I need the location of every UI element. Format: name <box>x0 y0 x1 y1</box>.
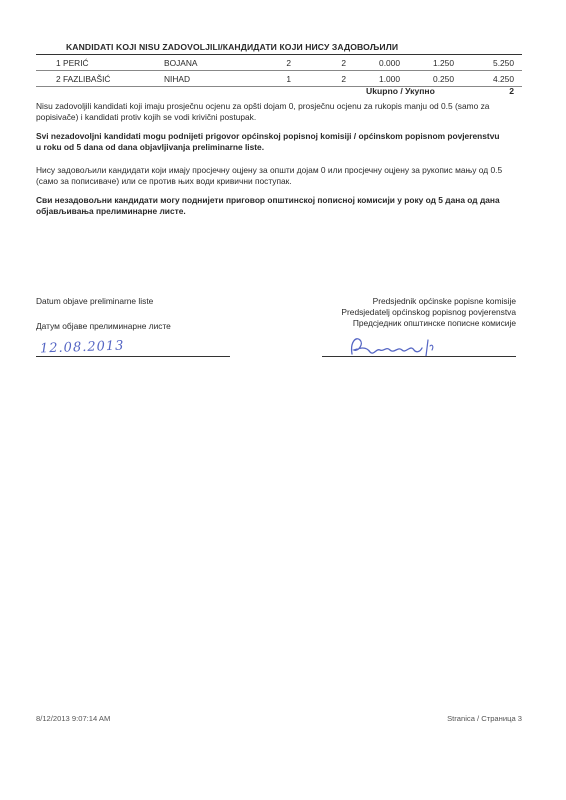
score-a: 2 <box>286 58 291 68</box>
paragraph-appeal-cyrillic: Сви незадовољни кандидати могу поднијети приговор општинској пописној комисији у року од 5 дана од дана објављивања прелиминарне листе. <box>36 195 500 216</box>
candidate-first-name: NIHAD <box>164 74 191 84</box>
score-b: 2 <box>341 58 346 68</box>
table-row <box>36 71 522 87</box>
candidate-surname: 1 PERIĆ <box>56 58 89 68</box>
president-label-2: Predsjedatelj općinskog popisnog povjerenstva <box>341 307 516 317</box>
handwritten-date: 12.08.2013 <box>39 338 125 357</box>
president-label-3: Предсједник општинске пописне комисије <box>352 318 516 328</box>
footer-timestamp: 8/12/2013 9:07:14 AM <box>36 714 111 723</box>
president-signature-line <box>322 356 516 357</box>
section-heading: KANDIDATI KOJI NISU ZADOVOLJILI/КАНДИДАТИ КОЈИ НИСУ ЗАДОВОЉИЛИ <box>66 42 399 52</box>
score-d: 0.250 <box>433 74 454 84</box>
total-label: Ukupno / Укупно <box>366 86 435 96</box>
date-signature-line <box>36 356 230 357</box>
footer-page-number: Stranica / Страница 3 <box>447 714 522 723</box>
score-b: 2 <box>341 74 346 84</box>
paragraph-criteria-cyrillic: Нису задовољили кандидати који имају просјечну оцјену за општи дојам 0 или просјечну оцјену за рукопис мању од 0.5 (само за пописиваче) или се против њих води кривични поступак. <box>36 165 503 186</box>
paragraph-criteria-latin: Nisu zadovoljili kandidati koji imaju prosječnu ocjenu za opšti dojam 0, prosječnu ocjenu za rukopis manju od 0.5 (samo za popisivače) i kandidati protiv kojih se vodi krivični postupak. <box>36 101 490 122</box>
candidate-surname: 2 FAZLIBAŠIĆ <box>56 74 111 84</box>
score-d: 1.250 <box>433 58 454 68</box>
date-label-latin: Datum objave preliminarne liste <box>36 296 154 306</box>
score-total: 4.250 <box>493 74 514 84</box>
score-c: 0.000 <box>379 58 400 68</box>
candidate-first-name: BOJANA <box>164 58 198 68</box>
date-label-cyrillic: Датум објаве прелиминарне листе <box>36 321 171 331</box>
score-c: 1.000 <box>379 74 400 84</box>
score-total: 5.250 <box>493 58 514 68</box>
total-row <box>36 86 522 98</box>
paragraph-appeal-latin: Svi nezadovoljni kandidati mogu podnijeti prigovor općinskoj popisnoj komisiji / općinskom popisnom povjerenstvu u roku od 5 dana od dana objavljivanja preliminarne liste. <box>36 131 500 152</box>
score-a: 1 <box>286 74 291 84</box>
total-value: 2 <box>509 86 514 96</box>
president-label-1: Predsjednik općinske popisne komisije <box>372 296 516 306</box>
candidates-table <box>36 54 522 87</box>
table-row <box>36 55 522 71</box>
